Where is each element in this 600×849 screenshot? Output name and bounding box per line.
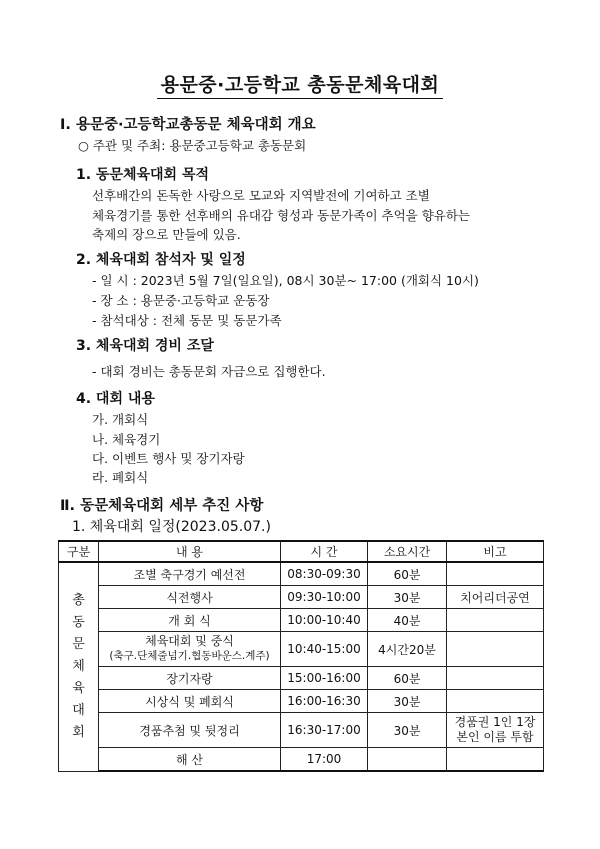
table-row (59, 713, 544, 748)
purpose-line: 축제의 장으로 만들에 있음. (92, 227, 241, 242)
table-row (59, 667, 544, 690)
category-cell: 총 동 문 체 육 대 회 (59, 562, 99, 771)
table-row (59, 748, 544, 772)
time-cell: 15:00-16:00 (281, 667, 368, 690)
note-cell (447, 562, 544, 586)
content-cell: 경품추첨 및 뒷정리 (99, 713, 281, 748)
duration-cell: 30분 (368, 690, 447, 713)
note-cell (447, 609, 544, 632)
attendees-line: - 참석대상 : 전체 동문 및 동문가족 (92, 313, 282, 328)
table-row (59, 562, 544, 586)
section2-heading: Ⅱ. 동문체육대회 세부 추진 사항 (60, 498, 264, 514)
time-cell: 10:40-15:00 (281, 632, 368, 667)
page-title: 용문중·고등학교 총동문체육대회 (0, 70, 600, 97)
duration-cell (368, 748, 447, 772)
content-cell: 해 산 (99, 748, 281, 772)
note-cell: 경품권 1인 1장 본인 이름 투함 (447, 713, 544, 748)
table-row (59, 609, 544, 632)
header-note: 비고 (447, 541, 544, 562)
table-row (59, 690, 544, 713)
content-cell: 장기자랑 (99, 667, 281, 690)
note-cell (447, 690, 544, 713)
content-cell: 개 회 식 (99, 609, 281, 632)
time-cell: 10:00-10:40 (281, 609, 368, 632)
duration-cell: 4시간20분 (368, 632, 447, 667)
duration-cell: 60분 (368, 667, 447, 690)
schedule-table (58, 540, 544, 772)
date-line: - 일 시 : 2023년 5월 7일(일요일), 08시 30분~ 17:00 (개회식 10시) (92, 273, 479, 288)
time-cell: 09:30-10:00 (281, 586, 368, 609)
note-cell (447, 748, 544, 772)
header-category: 구분 (59, 541, 99, 562)
participants-heading: 2. 체육대회 참석자 및 일정 (76, 252, 246, 268)
time-cell: 17:00 (281, 748, 368, 772)
content-cell: 조별 축구경기 예선전 (99, 562, 281, 586)
duration-cell: 30분 (368, 713, 447, 748)
budget-heading: 3. 체육대회 경비 조달 (76, 338, 214, 354)
time-cell: 08:30-09:30 (281, 562, 368, 586)
content-item: 나. 체육경기 (92, 432, 161, 447)
purpose-heading: 1. 동문체육대회 목적 (76, 167, 209, 183)
note-cell: 치어리더공연 (447, 586, 544, 609)
place-line: - 장 소 : 용문중·고등학교 운동장 (92, 293, 270, 308)
header-duration: 소요시간 (368, 541, 447, 562)
content-item: 다. 이벤트 행사 및 장기자랑 (92, 451, 245, 466)
content-cell: 식전행사 (99, 586, 281, 609)
duration-cell: 40분 (368, 609, 447, 632)
content-cell: 시상식 및 폐회식 (99, 690, 281, 713)
content-item: 라. 폐회식 (92, 470, 149, 485)
table-row (59, 586, 544, 609)
duration-cell: 30분 (368, 586, 447, 609)
content-cell: 체육대회 및 중식 (축구.단체줄넘기.협동바운스.계주) (99, 632, 281, 667)
purpose-line: 선후배간의 돈독한 사랑으로 모교와 지역발전에 기여하고 조별 (92, 188, 430, 203)
budget-line: - 대회 경비는 총동문회 자금으로 집행한다. (92, 364, 326, 379)
purpose-line: 체육경기를 통한 선후배의 유대감 형성과 동문가족이 추억을 향유하는 (92, 208, 470, 223)
table-row (59, 632, 544, 667)
note-cell (447, 632, 544, 667)
header-time: 시 간 (281, 541, 368, 562)
section1-heading: Ⅰ. 용문중·고등학교총동문 체육대회 개요 (60, 117, 316, 133)
host-line: ○ 주관 및 주최: 용문중고등학교 총동문회 (78, 138, 307, 153)
time-cell: 16:30-17:00 (281, 713, 368, 748)
header-content: 내 용 (99, 541, 281, 562)
schedule-heading: 1. 체육대회 일정(2023.05.07.) (72, 519, 271, 535)
time-cell: 16:00-16:30 (281, 690, 368, 713)
table-header-row (59, 541, 544, 562)
note-cell (447, 667, 544, 690)
content-item: 가. 개회식 (92, 412, 149, 427)
content-heading: 4. 대회 내용 (76, 391, 155, 407)
duration-cell: 60분 (368, 562, 447, 586)
